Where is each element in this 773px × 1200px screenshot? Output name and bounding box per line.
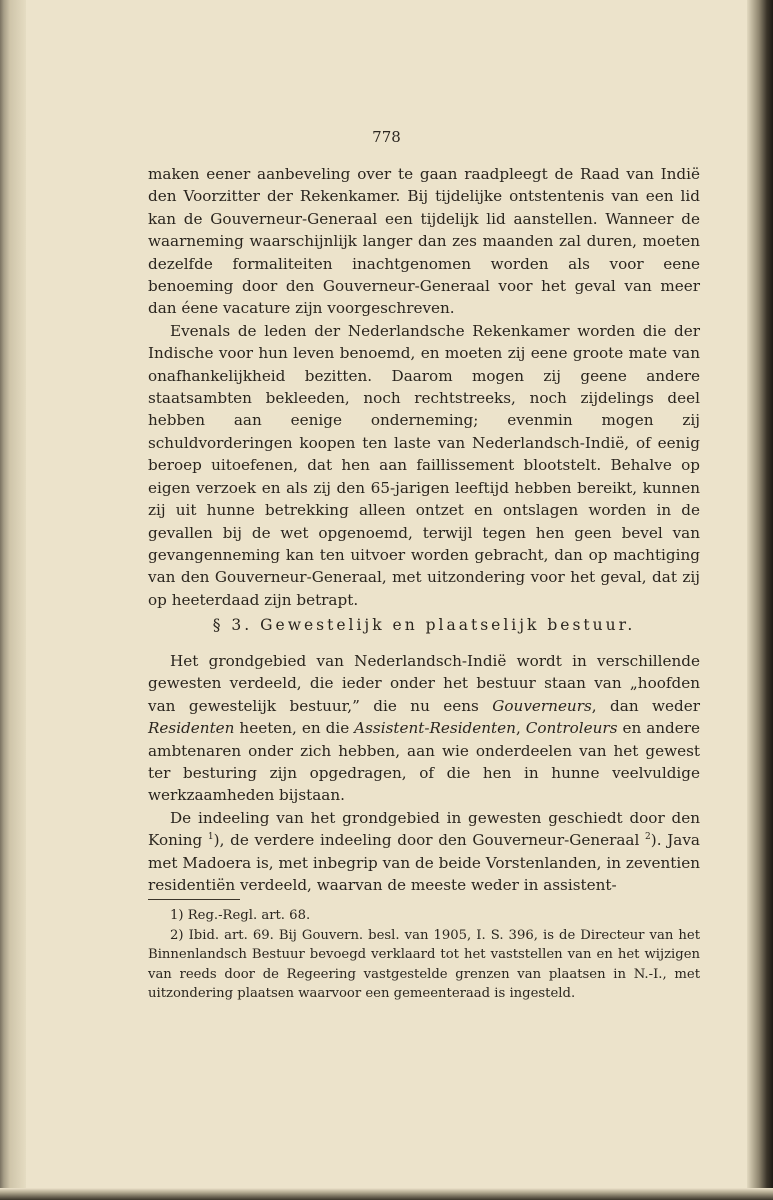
- footnote-1: 1) Reg.-Regl. art. 68.: [170, 908, 311, 923]
- text-run: ,: [515, 719, 526, 738]
- footnote-2: 2) Ibid. art. 69. Bij Gouvern. besl. van 1905, I. S. 396, is de Directeur van het Binnenlandsch Bestuur bevoegd verklaard tot het vaststellen van en het wijzigen van reeds door de Regeering vastgestelde grenzen van plaatsen in N.-I., met uitzondering plaatsen waarvoor een gemeenteraad is ingesteld.: [148, 927, 700, 1001]
- italic-term: Controleurs: [525, 719, 618, 738]
- main-text: [148, 163, 700, 611]
- page-number: 778: [372, 128, 401, 146]
- italic-term: Assistent-Residenten: [354, 719, 516, 738]
- text-run: ). Java met Madoera is, met inbegrip van de beide Vorstenlanden, in zeventien residentiën verdeeld, waarvan de meeste weder in assistent-: [148, 831, 700, 895]
- paragraph-1: maken eener aanbeveling over te gaan raadpleegt de Raad van Indië den Voorzitter der Rekenkamer. Bij tijdelijke ontstentenis van een lid kan de Gouverneur-Generaal een tijdelijk lid aanstellen. Wanneer de waarneming waarschijnlijk langer dan zes maanden zal duren, moeten dezelfde formaliteiten inachtgenomen worden als voor eene benoeming door den Gouverneur-Generaal voor het geval van meer dan éene vacature zijn voorgeschreven.: [148, 165, 700, 318]
- text-run: heeten, en die: [234, 719, 355, 738]
- text-run: ), de verdere indeeling door den Gouverneur-Generaal: [213, 831, 646, 850]
- text-run: , dan weder: [591, 696, 700, 715]
- section-text: [148, 650, 700, 896]
- section-paragraph-2: [148, 807, 700, 897]
- footnote-ref: 2: [645, 832, 651, 843]
- text-run: Het grondgebied van Nederlandsch-Indië wordt in verschillende gewesten verdeeld, die ieder onder het bestuur staan van „hoofden van gewestelijk bestuur,” die nu eens: [148, 652, 700, 715]
- text-run: De indeeling van het grondgebied in gewesten geschiedt door den Koning: [148, 808, 700, 850]
- italic-term: Residenten: [148, 719, 235, 738]
- text-run: en andere ambtenaren onder zich hebben, aan wie onderdeelen van het gewest ter besturing zijn opgedragen, of die hen in hunne veelvuldige werkzaamheden bijstaan.: [148, 719, 701, 805]
- footnotes: [148, 906, 700, 1004]
- paragraph-2: Evenals de leden der Nederlandsche Rekenkamer worden die der Indische voor hun leven benoemd, en moeten zij eene groote mate van onafhankelijkheid bezitten. Daarom mogen zij geene andere staatsambten bekleeden, noch rechtstreeks, noch zijdelings deel hebben aan eenige onderneming; evenmin mogen zij schuldvorderingen koopen ten laste van Nederlandsch-Indië, of eenig beroep uitoefenen, dat hen aan faillissement blootstelt. Behalve op eigen verzoek en als zij den 65-jarigen leeftijd hebben bereikt, kunnen zij uit hunne betrekking alleen ontzet en ontslagen worden in de gevallen bij de wet opgenoemd, terwijl tegen hen geen bevel van gevangenneming kan ten uitvoer worden gebracht, dan op machtiging van den Gouverneur-Generaal, met uitzondering voor het geval, dat zij op heeterdaad zijn betrapt.: [148, 321, 700, 609]
- page-bottom-edge: [0, 1188, 773, 1200]
- page-edge-shadow: [747, 0, 773, 1200]
- section-heading: § 3. Gewestelijk en plaatselijk bestuur.: [212, 616, 636, 634]
- section-paragraph-1: [148, 650, 700, 807]
- footnote-ref: 1: [207, 832, 214, 843]
- italic-term: Gouverneurs: [492, 696, 592, 715]
- page-gutter-shadow: [0, 0, 26, 1200]
- footnote-divider: [148, 899, 240, 900]
